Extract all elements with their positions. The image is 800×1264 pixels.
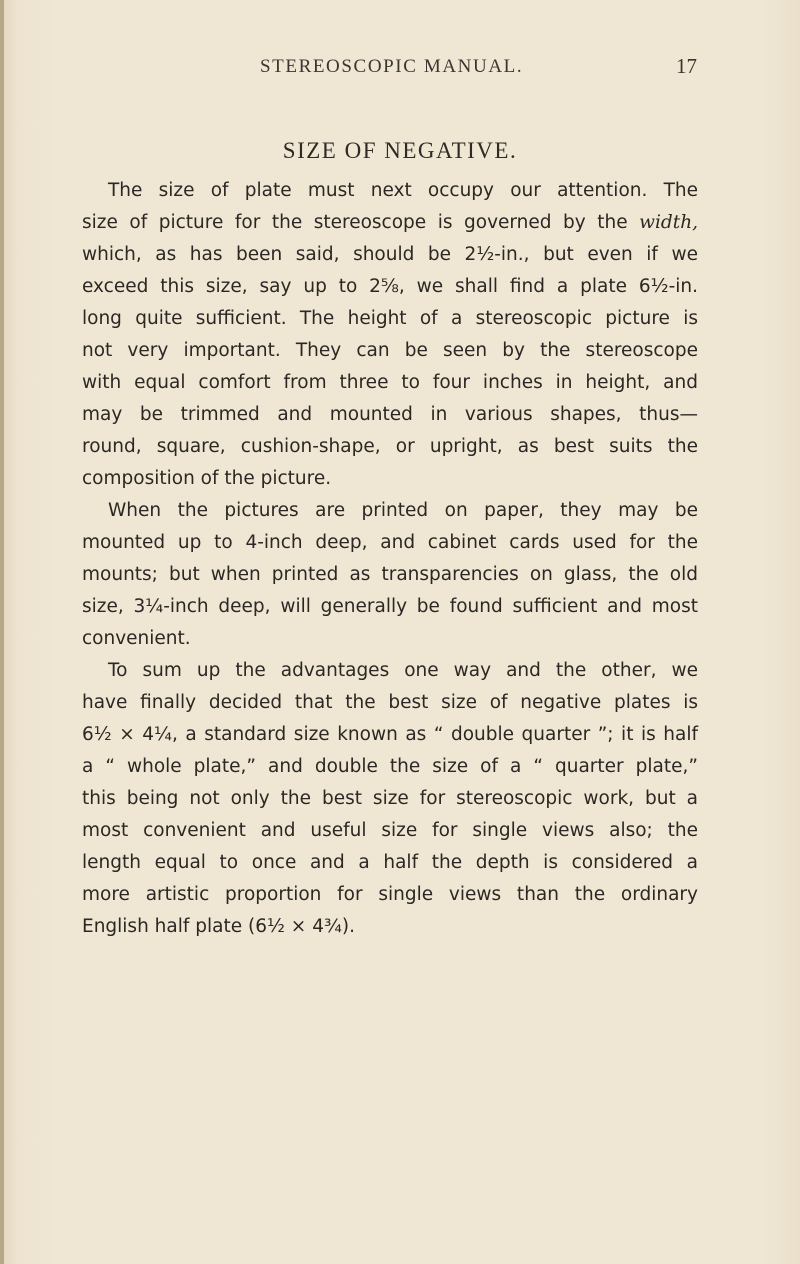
text-line: round, square, cushion-shape, or upright, as best suits the — [82, 436, 698, 457]
text-line: with equal comfort from three to four inches in height, and — [82, 372, 698, 393]
text-line — [82, 207, 698, 239]
text-line: 6½ × 4¼, a standard size known as “ double quarter ”; it is half — [82, 724, 698, 745]
text-line: may be trimmed and mounted in various shapes, thus— — [82, 404, 698, 425]
text-line: length equal to once and a half the depth is considered a — [82, 852, 698, 873]
text-line: not very important. They can be seen by the stereoscope — [82, 340, 698, 361]
page-number: 17 — [676, 54, 697, 78]
paragraph-2 — [82, 495, 698, 655]
emphasis-width: width, — [639, 212, 698, 233]
running-head: STEREOSCOPIC MANUAL. — [260, 56, 524, 77]
text-line: which, as has been said, should be 2½-in., but even if we — [82, 244, 698, 265]
text-line: this being not only the best size for stereoscopic work, but a — [82, 788, 698, 809]
text-line: a “ whole plate,” and double the size of a “ quarter plate,” — [82, 756, 698, 777]
text-line: more artistic proportion for single views than the ordinary — [82, 884, 698, 905]
text-line: mounted up to 4-inch deep, and cabinet cards used for the — [82, 532, 698, 553]
text-line: have finally decided that the best size of negative plates is — [82, 692, 698, 713]
text-line: most convenient and useful size for single views also; the — [82, 820, 698, 841]
text-line: convenient. — [82, 628, 191, 649]
text-line: English half plate (6½ × 4¾). — [82, 916, 355, 937]
text-line-part: size of picture for the stereoscope is governed by the — [82, 212, 628, 233]
paragraph-3 — [82, 655, 698, 943]
body-text — [82, 175, 698, 943]
text-line: exceed this size, say up to 2⅝, we shall find a plate 6½-in. — [82, 276, 698, 297]
text-line: long quite sufficient. The height of a stereoscopic picture is — [82, 308, 698, 329]
text-line: composition of the picture. — [82, 468, 332, 489]
text-line: mounts; but when printed as transparencies on glass, the old — [82, 564, 698, 585]
text-line: The size of plate must next occupy our attention. The — [108, 180, 698, 201]
text-line: To sum up the advantages one way and the other, we — [108, 660, 698, 681]
paragraph-1 — [82, 175, 698, 495]
page-gutter-edge — [0, 0, 4, 1264]
text-line: When the pictures are printed on paper, they may be — [108, 500, 698, 521]
section-title: SIZE OF NEGATIVE. — [282, 138, 518, 163]
text-line: size, 3¼-inch deep, will generally be found sufficient and most — [82, 596, 698, 617]
